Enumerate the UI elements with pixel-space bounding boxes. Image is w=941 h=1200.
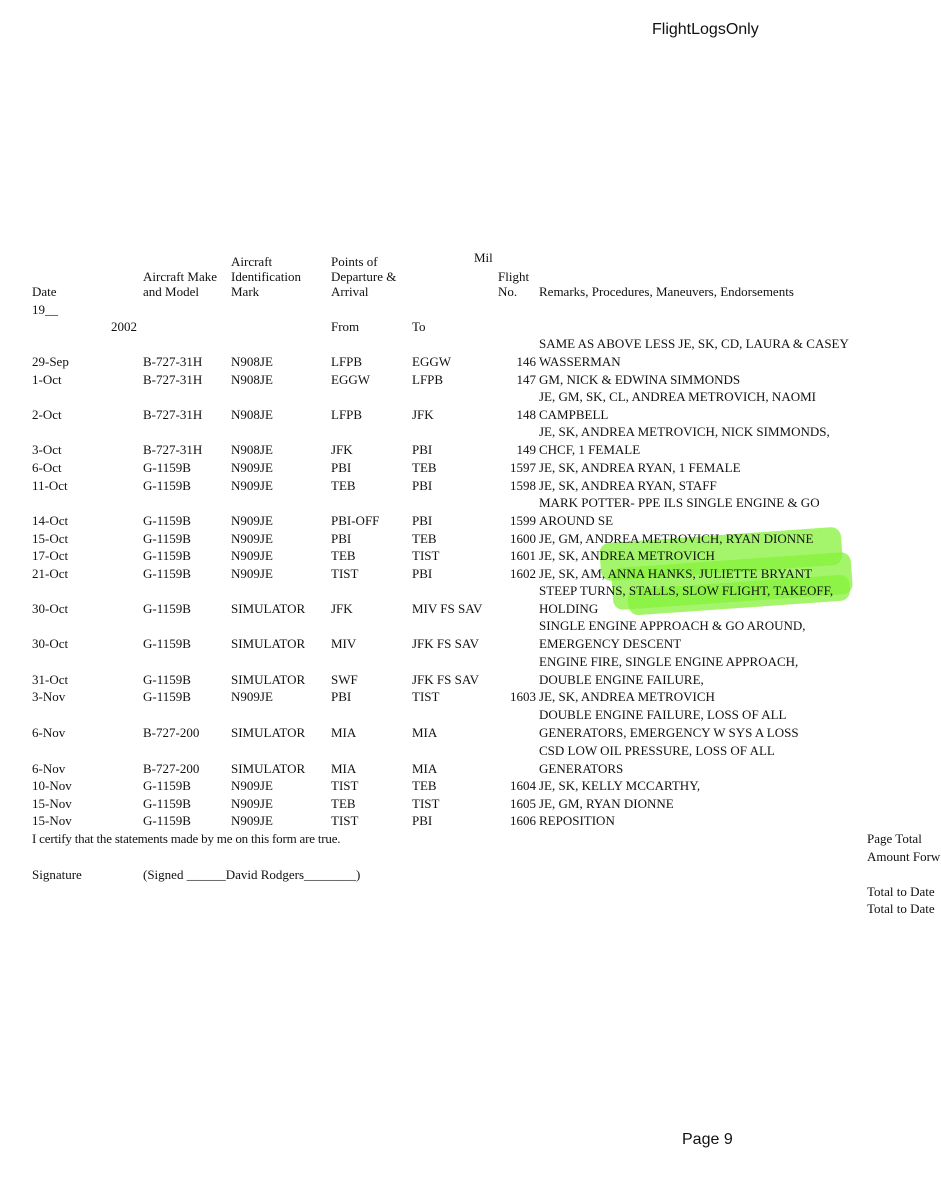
cell-to: TEB bbox=[412, 459, 437, 475]
cell-aircraft-mark: SIMULATOR bbox=[231, 671, 306, 687]
cell-aircraft-mark: SIMULATOR bbox=[231, 635, 306, 651]
cell-aircraft-mark: N909JE bbox=[231, 795, 273, 811]
signature-label: Signature bbox=[32, 867, 82, 882]
cell-from: EGGW bbox=[331, 371, 370, 387]
cell-aircraft-mark: N909JE bbox=[231, 812, 273, 828]
log-row bbox=[0, 705, 941, 741]
cell-date: 15-Oct bbox=[32, 530, 69, 546]
cell-aircraft-model: G-1159B bbox=[143, 512, 191, 528]
cell-to: TIST bbox=[412, 795, 440, 811]
remarks-line: SINGLE ENGINE APPROACH & GO AROUND, bbox=[539, 618, 806, 633]
remarks-line: SAME AS ABOVE LESS JE, SK, CD, LAURA & CASEY bbox=[539, 336, 849, 351]
cell-flight-no: 1605 bbox=[510, 795, 536, 811]
cell-to: MIA bbox=[412, 724, 438, 740]
remarks-line: CAMPBELL bbox=[539, 406, 609, 422]
cell-from: MIV bbox=[331, 635, 357, 651]
header-flight-line1: Flight bbox=[498, 269, 530, 284]
cell-date: 29-Sep bbox=[32, 353, 69, 369]
header-points-line1: Points of bbox=[331, 254, 378, 269]
remarks-line: JE, SK, ANDREA METROVICH, NICK SIMMONDS, bbox=[539, 424, 830, 439]
cell-date: 2-Oct bbox=[32, 406, 62, 422]
cell-aircraft-model: G-1159B bbox=[143, 812, 191, 828]
cell-from: PBI bbox=[331, 459, 352, 475]
signature-line: (Signed ______David Rodgers________) bbox=[143, 867, 361, 882]
cell-to: MIA bbox=[412, 760, 438, 776]
cell-aircraft-mark: N909JE bbox=[231, 530, 273, 546]
cell-remarks bbox=[539, 617, 879, 652]
cell-to: PBI bbox=[412, 441, 433, 457]
cell-aircraft-mark: N909JE bbox=[231, 459, 273, 475]
cell-flight-no: 1603 bbox=[510, 688, 536, 704]
log-row bbox=[0, 546, 941, 582]
cell-aircraft-mark: N908JE bbox=[231, 406, 273, 422]
cell-date: 30-Oct bbox=[32, 635, 69, 651]
cell-aircraft-mark: N908JE bbox=[231, 371, 273, 387]
cell-flight-no: 146 bbox=[516, 353, 536, 369]
remarks-line: JE, GM, ANDREA METROVICH, RYAN DIONNE bbox=[539, 530, 814, 546]
remarks-line: JE, GM, SK, CL, ANDREA METROVICH, NAOMI bbox=[539, 389, 816, 404]
cell-remarks bbox=[539, 688, 879, 706]
remarks-line: GENERATORS bbox=[539, 760, 624, 776]
page-total-label: Page Total bbox=[867, 831, 922, 846]
header-to: To bbox=[412, 319, 426, 334]
cell-date: 10-Nov bbox=[32, 777, 72, 793]
cell-aircraft-mark: SIMULATOR bbox=[231, 600, 306, 616]
cell-aircraft-model: G-1159B bbox=[143, 600, 191, 616]
cell-aircraft-model: B-727-200 bbox=[143, 760, 200, 776]
remarks-line: ENGINE FIRE, SINGLE ENGINE APPROACH, bbox=[539, 654, 799, 669]
cell-from: LFPB bbox=[331, 406, 363, 422]
header-ident-line3: Mark bbox=[231, 284, 260, 299]
cell-from: MIA bbox=[331, 760, 357, 776]
header-flight-line2: No. bbox=[498, 284, 518, 299]
cell-to: PBI bbox=[412, 477, 433, 493]
cell-from: LFPB bbox=[331, 353, 363, 369]
cell-from: PBI bbox=[331, 688, 352, 704]
log-row bbox=[0, 669, 941, 705]
cell-date: 6-Nov bbox=[32, 760, 66, 776]
remarks-line: MARK POTTER- PPE ILS SINGLE ENGINE & GO bbox=[539, 495, 820, 510]
cell-aircraft-mark: N909JE bbox=[231, 688, 273, 704]
remarks-line: GM, NICK & EDWINA SIMMONDS bbox=[539, 371, 741, 387]
cell-aircraft-mark: SIMULATOR bbox=[231, 724, 306, 740]
header-date: Date bbox=[32, 284, 57, 299]
header-points-line2: Departure & bbox=[331, 269, 397, 284]
cell-to: JFK FS SAV bbox=[412, 671, 479, 687]
remarks-line: CHCF, 1 FEMALE bbox=[539, 441, 641, 457]
cell-from: MIA bbox=[331, 724, 357, 740]
cell-to: PBI bbox=[412, 512, 433, 528]
remarks-line: WASSERMAN bbox=[539, 353, 621, 369]
remarks-line: EMERGENCY DESCENT bbox=[539, 635, 682, 651]
header-points-line3: Arrival bbox=[331, 284, 369, 299]
cell-from: SWF bbox=[331, 671, 358, 687]
cell-to: PBI bbox=[412, 565, 433, 581]
remarks-line: JE, SK, ANDREA METROVICH bbox=[539, 688, 715, 704]
cell-from: TEB bbox=[331, 795, 356, 811]
cell-aircraft-model: G-1159B bbox=[143, 530, 191, 546]
cell-flight-no: 1600 bbox=[510, 530, 536, 546]
cell-to: TIST bbox=[412, 547, 440, 563]
cell-aircraft-model: B-727-31H bbox=[143, 441, 203, 457]
cell-from: JFK bbox=[331, 600, 353, 616]
cell-remarks bbox=[539, 371, 879, 389]
page-number: Page 9 bbox=[682, 1131, 733, 1148]
cell-to: TEB bbox=[412, 530, 437, 546]
cell-remarks bbox=[539, 388, 879, 423]
cell-aircraft-mark: N909JE bbox=[231, 547, 273, 563]
cell-aircraft-mark: N908JE bbox=[231, 441, 273, 457]
remarks-line: STEEP TURNS, STALLS, SLOW FLIGHT, TAKEOFF, bbox=[539, 583, 834, 598]
cell-date: 6-Oct bbox=[32, 459, 62, 475]
log-row bbox=[0, 458, 941, 494]
remarks-line: JE, SK, AM, ANNA HANKS, JULIETTE BRYANT bbox=[539, 565, 813, 581]
cell-aircraft-mark: N908JE bbox=[231, 353, 273, 369]
log-row bbox=[0, 616, 941, 652]
cell-flight-no: 148 bbox=[516, 406, 536, 422]
cell-to: TIST bbox=[412, 688, 440, 704]
cell-aircraft-model: G-1159B bbox=[143, 795, 191, 811]
cell-to: LFPB bbox=[412, 371, 444, 387]
cell-date: 11-Oct bbox=[32, 477, 68, 493]
cell-from: TEB bbox=[331, 547, 356, 563]
cell-flight-no: 149 bbox=[516, 441, 536, 457]
cell-date: 21-Oct bbox=[32, 565, 69, 581]
amount-forward-label: Amount Forw bbox=[867, 849, 941, 864]
log-row bbox=[0, 793, 941, 829]
cell-to: PBI bbox=[412, 812, 433, 828]
remarks-line: AROUND SE bbox=[539, 512, 614, 528]
cell-aircraft-mark: SIMULATOR bbox=[231, 760, 306, 776]
remarks-line: JE, SK, ANDREA RYAN, STAFF bbox=[539, 477, 717, 493]
header-ident-line2: Identification bbox=[231, 269, 302, 284]
header-from: From bbox=[331, 319, 360, 334]
remarks-line: CSD LOW OIL PRESSURE, LOSS OF ALL bbox=[539, 743, 775, 758]
cell-flight-no: 1604 bbox=[510, 777, 536, 793]
header-ident-line1: Aircraft bbox=[231, 254, 273, 269]
cell-flight-no: 147 bbox=[516, 371, 536, 387]
cell-aircraft-model: G-1159B bbox=[143, 671, 191, 687]
cell-aircraft-model: B-727-31H bbox=[143, 353, 203, 369]
header-remarks: Remarks, Procedures, Maneuvers, Endorsements bbox=[539, 284, 794, 299]
cell-flight-no: 1606 bbox=[510, 812, 536, 828]
remarks-line: JE, SK, ANDREA METROVICH bbox=[539, 547, 715, 563]
cell-to: JFK FS SAV bbox=[412, 635, 479, 651]
header-date-year-prefix: 19__ bbox=[32, 302, 58, 317]
total-to-date-label: Total to Date bbox=[867, 901, 935, 916]
header-make-line1: Aircraft Make bbox=[143, 269, 217, 284]
cell-flight-no: 1602 bbox=[510, 565, 536, 581]
certification-text: I certify that the statements made by me on this form are true. bbox=[32, 831, 341, 846]
cell-from: PBI bbox=[331, 530, 352, 546]
cell-from: TEB bbox=[331, 477, 356, 493]
cell-date: 6-Nov bbox=[32, 724, 66, 740]
cell-to: TEB bbox=[412, 777, 437, 793]
cell-to: EGGW bbox=[412, 353, 451, 369]
cell-remarks bbox=[539, 582, 879, 617]
cell-date: 31-Oct bbox=[32, 671, 69, 687]
cell-remarks bbox=[539, 812, 879, 830]
cell-date: 1-Oct bbox=[32, 371, 62, 387]
cell-from: TIST bbox=[331, 812, 359, 828]
cell-aircraft-model: B-727-31H bbox=[143, 371, 203, 387]
remarks-line: JE, SK, ANDREA RYAN, 1 FEMALE bbox=[539, 459, 741, 475]
cell-flight-no: 1597 bbox=[510, 459, 536, 475]
cell-from: PBI-OFF bbox=[331, 512, 380, 528]
cell-aircraft-model: G-1159B bbox=[143, 459, 191, 475]
cell-to: JFK bbox=[412, 406, 434, 422]
cell-date: 17-Oct bbox=[32, 547, 69, 563]
cell-flight-no: 1601 bbox=[510, 547, 536, 563]
log-row bbox=[0, 352, 941, 388]
remarks-line: DOUBLE ENGINE FAILURE, LOSS OF ALL bbox=[539, 707, 787, 722]
cell-from: JFK bbox=[331, 441, 353, 457]
cell-aircraft-model: G-1159B bbox=[143, 477, 191, 493]
cell-date: 15-Nov bbox=[32, 795, 72, 811]
cell-aircraft-mark: N909JE bbox=[231, 565, 273, 581]
cell-aircraft-mark: N909JE bbox=[231, 512, 273, 528]
cell-to: MIV FS SAV bbox=[412, 600, 483, 616]
log-row bbox=[0, 581, 941, 617]
cell-date: 3-Nov bbox=[32, 688, 66, 704]
cell-from: TIST bbox=[331, 565, 359, 581]
remarks-line: HOLDING bbox=[539, 600, 599, 616]
remarks-line: JE, SK, KELLY MCCARTHY, bbox=[539, 777, 701, 793]
remarks-line: REPOSITION bbox=[539, 812, 615, 828]
cell-date: 3-Oct bbox=[32, 441, 62, 457]
remarks-line: JE, GM, RYAN DIONNE bbox=[539, 795, 674, 811]
header-make-line2: and Model bbox=[143, 284, 199, 299]
cell-aircraft-model: G-1159B bbox=[143, 688, 191, 704]
cell-date: 15-Nov bbox=[32, 812, 72, 828]
cell-date: 14-Oct bbox=[32, 512, 69, 528]
cell-aircraft-model: B-727-31H bbox=[143, 406, 203, 422]
cell-flight-no: 1598 bbox=[510, 477, 536, 493]
header-year: 2002 bbox=[111, 319, 137, 334]
cell-flight-no: 1599 bbox=[510, 512, 536, 528]
cell-aircraft-model: G-1159B bbox=[143, 777, 191, 793]
cell-aircraft-model: G-1159B bbox=[143, 565, 191, 581]
cell-aircraft-mark: N909JE bbox=[231, 777, 273, 793]
cell-aircraft-model: G-1159B bbox=[143, 547, 191, 563]
cell-from: TIST bbox=[331, 777, 359, 793]
header-brand: FlightLogsOnly bbox=[652, 21, 759, 38]
cell-remarks bbox=[539, 706, 879, 741]
remarks-line: GENERATORS, EMERGENCY W SYS A LOSS bbox=[539, 724, 799, 740]
cell-aircraft-mark: N909JE bbox=[231, 477, 273, 493]
cell-aircraft-model: G-1159B bbox=[143, 635, 191, 651]
total-to-date-label: Total to Date bbox=[867, 884, 935, 899]
cell-remarks bbox=[539, 565, 879, 583]
header-cut-off: Mil bbox=[474, 250, 493, 265]
cell-aircraft-model: B-727-200 bbox=[143, 724, 200, 740]
cell-remarks bbox=[539, 477, 879, 495]
cell-date: 30-Oct bbox=[32, 600, 69, 616]
log-row bbox=[0, 387, 941, 423]
remarks-line: DOUBLE ENGINE FAILURE, bbox=[539, 671, 704, 687]
